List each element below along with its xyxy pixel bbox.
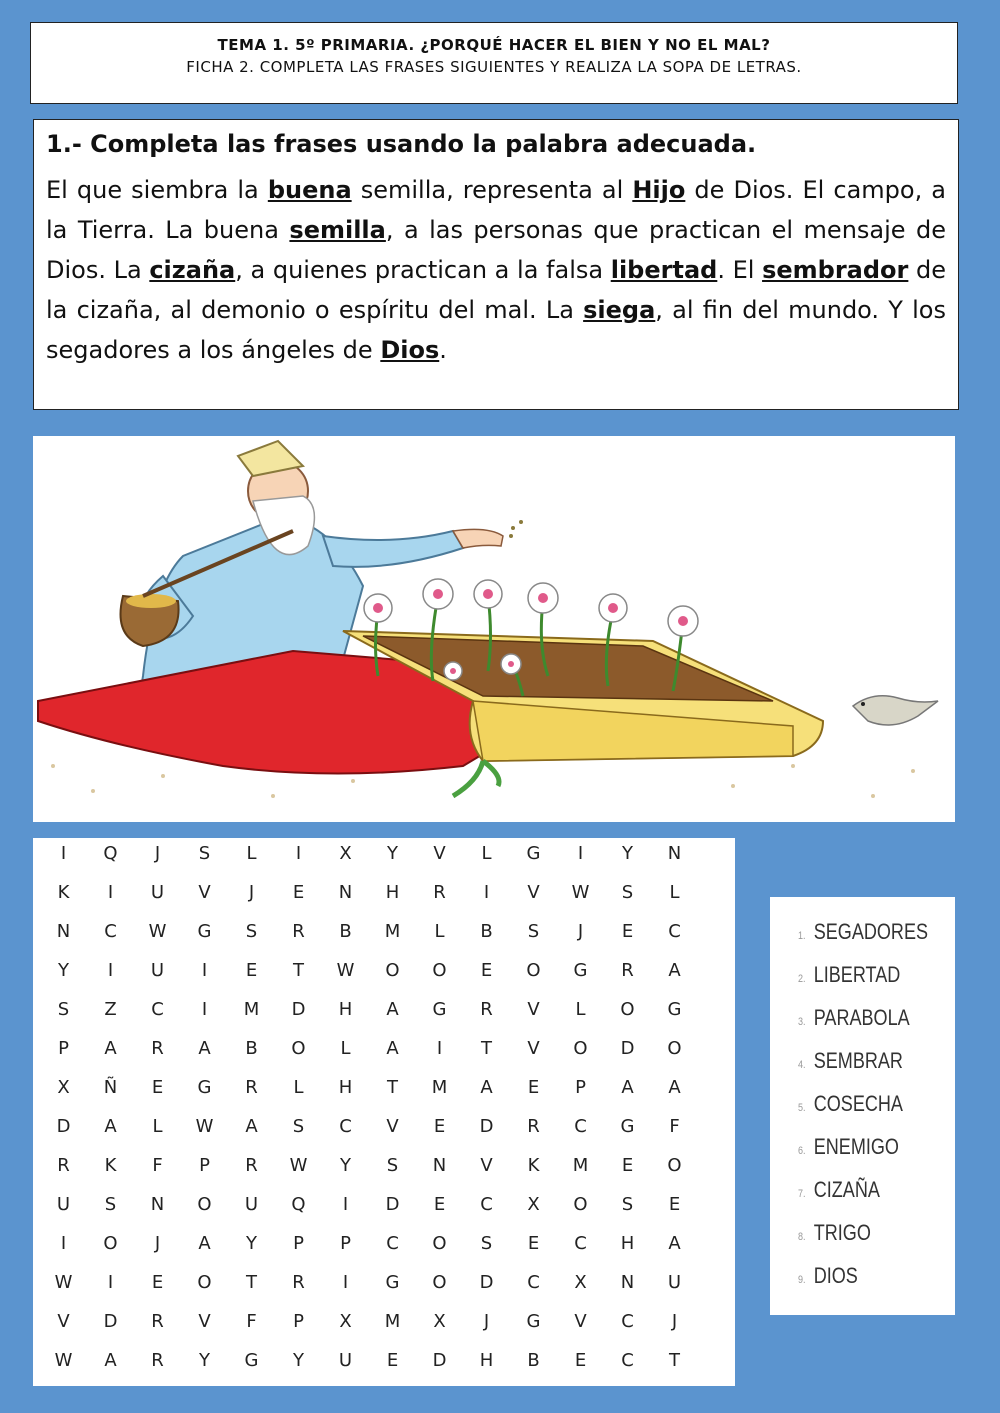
grid-letter[interactable]: R	[151, 1038, 164, 1059]
grid-letter[interactable]: S	[292, 1116, 305, 1137]
grid-letter[interactable]: P	[199, 1155, 210, 1176]
grid-letter[interactable]: U	[150, 960, 165, 981]
word-text: CIZAÑA	[813, 1177, 880, 1202]
sentence-text: .	[439, 336, 447, 364]
grid-letter[interactable]: U	[150, 882, 165, 903]
sentence-text: . El	[717, 256, 763, 284]
grid-letter[interactable]: S	[198, 843, 211, 864]
grid-letter[interactable]: T	[387, 1077, 398, 1098]
header-subtitle: FICHA 2. COMPLETA LAS FRASES SIGUIENTES Y REALIZA LA SOPA DE LETRAS.	[186, 58, 802, 76]
grid-letter[interactable]: G	[432, 999, 447, 1020]
grid-row	[40, 1224, 698, 1263]
grid-letter[interactable]: P	[293, 1233, 304, 1254]
grid-letter[interactable]: J	[248, 882, 255, 903]
word-list-item	[798, 962, 900, 988]
word-list-item	[798, 1048, 903, 1074]
grid-letter[interactable]: C	[151, 999, 164, 1020]
grid-letter[interactable]: T	[481, 1038, 492, 1059]
grid-letter[interactable]: W	[289, 1155, 308, 1176]
word-text: PARABOLA	[813, 1005, 910, 1030]
word-number: 6.	[798, 1145, 806, 1157]
grid-letter[interactable]: I	[342, 1194, 349, 1215]
grid-letter[interactable]: C	[339, 1116, 352, 1137]
grid-row	[40, 1068, 698, 1107]
grid-letter[interactable]: A	[621, 1077, 634, 1098]
word-list-item	[798, 1177, 880, 1203]
grid-letter[interactable]: X	[339, 843, 352, 864]
grid-letter[interactable]: L	[575, 999, 586, 1020]
grid-letter[interactable]: K	[57, 882, 70, 903]
grid-letter[interactable]: B	[527, 1350, 540, 1371]
grid-row	[40, 1107, 698, 1146]
grid-letter[interactable]: D	[479, 1272, 494, 1293]
grid-letter[interactable]: U	[56, 1194, 71, 1215]
grid-letter[interactable]: C	[527, 1272, 540, 1293]
sentence-text: de la cizaña, al demonio o espíritu del mal. La	[46, 256, 946, 324]
grid-letter[interactable]: D	[103, 1311, 118, 1332]
grid-letter[interactable]: C	[621, 1350, 634, 1371]
grid-letter[interactable]: O	[667, 1038, 682, 1059]
grid-letter[interactable]: W	[195, 1116, 214, 1137]
exercise-title: 1.- Completa las frases usando la palabra adecuada.	[46, 130, 757, 158]
grid-letter[interactable]: S	[621, 882, 634, 903]
grid-letter[interactable]: R	[527, 1116, 540, 1137]
grid-letter[interactable]: G	[385, 1272, 400, 1293]
grid-letter[interactable]: R	[151, 1350, 164, 1371]
grid-letter[interactable]: V	[574, 1311, 587, 1332]
grid-letter[interactable]: H	[338, 1077, 353, 1098]
grid-letter[interactable]: N	[432, 1155, 447, 1176]
grid-letter[interactable]: Y	[293, 1350, 304, 1371]
grid-letter[interactable]: E	[621, 921, 634, 942]
grid-letter[interactable]: E	[527, 1077, 540, 1098]
grid-letter[interactable]: D	[56, 1116, 71, 1137]
grid-letter[interactable]: I	[60, 843, 67, 864]
grid-letter[interactable]: Y	[387, 843, 398, 864]
grid-letter[interactable]: R	[480, 999, 493, 1020]
grid-letter[interactable]: H	[385, 882, 400, 903]
sentence-text: de Dios. El campo, a la Tierra. La buena	[46, 176, 947, 244]
grid-letter[interactable]: A	[480, 1077, 493, 1098]
grid-letter[interactable]: P	[58, 1038, 69, 1059]
answer-word: buena	[267, 176, 352, 204]
word-number: 2.	[798, 973, 806, 985]
grid-letter[interactable]: A	[104, 1038, 117, 1059]
sentence-text: El que siembra la	[46, 176, 268, 204]
grid-letter[interactable]: O	[432, 960, 447, 981]
grid-letter[interactable]: E	[433, 1194, 446, 1215]
grid-letter[interactable]: Q	[291, 1194, 306, 1215]
grid-letter[interactable]: Y	[340, 1155, 351, 1176]
grid-letter[interactable]: J	[154, 843, 161, 864]
grid-letter[interactable]: O	[432, 1272, 447, 1293]
grid-letter[interactable]: O	[103, 1233, 118, 1254]
grid-letter[interactable]: H	[338, 999, 353, 1020]
grid-letter[interactable]: S	[245, 921, 258, 942]
grid-row	[40, 1263, 698, 1302]
word-list-item	[798, 1220, 871, 1246]
grid-letter[interactable]: X	[574, 1272, 587, 1293]
sentence-text: , a quienes practican a la falsa	[235, 256, 611, 284]
sower-illustration	[33, 436, 955, 822]
grid-letter[interactable]: V	[527, 882, 540, 903]
grid-letter[interactable]: E	[480, 960, 493, 981]
word-text: TRIGO	[813, 1220, 871, 1245]
grid-letter[interactable]: E	[151, 1077, 164, 1098]
grid-letter[interactable]: V	[198, 1311, 211, 1332]
grid-letter[interactable]: R	[57, 1155, 70, 1176]
grid-letter[interactable]: E	[292, 882, 305, 903]
exercise-paragraph	[46, 170, 946, 370]
grid-letter[interactable]: A	[668, 1233, 681, 1254]
grid-letter[interactable]: A	[386, 1038, 399, 1059]
word-number: 8.	[798, 1231, 806, 1243]
grid-letter[interactable]: D	[620, 1038, 635, 1059]
answer-word: Dios	[380, 336, 440, 364]
grid-letter[interactable]: G	[667, 999, 682, 1020]
word-list	[770, 897, 955, 1315]
grid-letter[interactable]: G	[526, 843, 541, 864]
grid-letter[interactable]: E	[668, 1194, 681, 1215]
grid-letter[interactable]: K	[527, 1155, 540, 1176]
grid-letter[interactable]: W	[571, 882, 590, 903]
grid-letter[interactable]: V	[527, 1038, 540, 1059]
grid-letter[interactable]: P	[293, 1311, 304, 1332]
grid-row	[40, 990, 698, 1029]
grid-letter[interactable]: U	[338, 1350, 353, 1371]
grid-letter[interactable]: V	[527, 999, 540, 1020]
grid-letter[interactable]: I	[436, 1038, 443, 1059]
grid-letter[interactable]: A	[198, 1233, 211, 1254]
grid-letter[interactable]: X	[57, 1077, 70, 1098]
word-list-item	[798, 1091, 903, 1117]
sower-drawing	[33, 436, 955, 822]
grid-letter[interactable]: H	[479, 1350, 494, 1371]
grid-letter[interactable]: G	[573, 960, 588, 981]
grid-letter[interactable]: V	[433, 843, 446, 864]
grid-letter[interactable]: T	[246, 1272, 257, 1293]
grid-row	[40, 873, 698, 912]
answer-word: sembrador	[762, 256, 909, 284]
grid-letter[interactable]: R	[245, 1077, 258, 1098]
grid-letter[interactable]: A	[104, 1116, 117, 1137]
grid-letter[interactable]: A	[104, 1350, 117, 1371]
grid-letter[interactable]: A	[668, 960, 681, 981]
grid-letter[interactable]: U	[244, 1194, 259, 1215]
grid-letter[interactable]: S	[527, 921, 540, 942]
word-number: 7.	[798, 1188, 806, 1200]
word-list-item	[798, 1263, 858, 1289]
grid-letter[interactable]: I	[483, 882, 490, 903]
grid-letter[interactable]: E	[245, 960, 258, 981]
grid-letter[interactable]: L	[340, 1038, 351, 1059]
exercise-box	[33, 119, 959, 410]
grid-letter[interactable]: R	[245, 1155, 258, 1176]
grid-letter[interactable]: I	[342, 1272, 349, 1293]
grid-letter[interactable]: E	[574, 1350, 587, 1371]
grid-letter[interactable]: T	[293, 960, 304, 981]
grid-letter[interactable]: W	[54, 1272, 73, 1293]
grid-letter[interactable]: B	[245, 1038, 258, 1059]
grid-letter[interactable]: A	[668, 1077, 681, 1098]
grid-letter[interactable]: D	[432, 1350, 447, 1371]
grid-row	[40, 1302, 698, 1341]
grid-letter[interactable]: R	[151, 1311, 164, 1332]
grid-letter[interactable]: H	[620, 1233, 635, 1254]
grid-letter[interactable]: G	[197, 921, 212, 942]
grid-letter[interactable]: D	[385, 1194, 400, 1215]
grid-letter[interactable]: W	[54, 1350, 73, 1371]
sentence-text: semilla, representa al	[351, 176, 633, 204]
word-number: 1.	[798, 930, 806, 942]
grid-letter[interactable]: L	[293, 1077, 304, 1098]
grid-letter[interactable]: I	[107, 882, 114, 903]
grid-letter[interactable]: O	[667, 1155, 682, 1176]
word-number: 3.	[798, 1016, 806, 1028]
grid-letter[interactable]: G	[244, 1350, 259, 1371]
answer-word: semilla	[289, 216, 386, 244]
grid-letter[interactable]: O	[432, 1233, 447, 1254]
grid-letter[interactable]: D	[291, 999, 306, 1020]
grid-letter[interactable]: C	[574, 1233, 587, 1254]
sentence-text: , al fin del mundo. Y los segadores a los ángeles de	[46, 296, 946, 364]
grid-letter[interactable]: O	[620, 999, 635, 1020]
grid-letter[interactable]: R	[621, 960, 634, 981]
grid-letter[interactable]: N	[150, 1194, 165, 1215]
word-number: 5.	[798, 1102, 806, 1114]
grid-letter[interactable]: L	[246, 843, 257, 864]
grid-letter[interactable]: J	[671, 1311, 678, 1332]
grid-letter[interactable]: I	[577, 843, 584, 864]
grid-letter[interactable]: Y	[246, 1233, 257, 1254]
grid-letter[interactable]: I	[60, 1233, 67, 1254]
grid-letter[interactable]: S	[621, 1194, 634, 1215]
grid-letter[interactable]: M	[572, 1155, 589, 1176]
grid-letter[interactable]: I	[107, 1272, 114, 1293]
sentence-text: , a las personas que practican el mensaje de Dios. La	[46, 216, 947, 284]
grid-letter[interactable]: N	[667, 843, 682, 864]
grid-letter[interactable]: F	[246, 1311, 257, 1332]
grid-letter[interactable]: O	[573, 1038, 588, 1059]
answer-word: siega	[583, 296, 656, 324]
grid-letter[interactable]: M	[431, 1077, 448, 1098]
grid-letter[interactable]: L	[152, 1116, 163, 1137]
word-text: DIOS	[813, 1263, 858, 1288]
grid-letter[interactable]: J	[483, 1311, 490, 1332]
answer-word: cizaña	[149, 256, 236, 284]
grid-letter[interactable]: E	[433, 1116, 446, 1137]
grid-letter[interactable]: I	[295, 843, 302, 864]
grid-letter[interactable]: U	[667, 1272, 682, 1293]
grid-letter[interactable]: W	[148, 921, 167, 942]
grid-letter[interactable]: N	[338, 882, 353, 903]
grid-letter[interactable]: L	[434, 921, 445, 942]
word-text: SEMBRAR	[813, 1048, 903, 1073]
grid-letter[interactable]: S	[386, 1155, 399, 1176]
grid-letter[interactable]: D	[479, 1116, 494, 1137]
grid-letter[interactable]: Y	[199, 1350, 210, 1371]
grid-row	[40, 1029, 698, 1068]
grid-letter[interactable]: V	[480, 1155, 493, 1176]
grid-letter[interactable]: Z	[104, 999, 117, 1020]
word-list-item	[798, 1134, 899, 1160]
grid-letter[interactable]: G	[526, 1311, 541, 1332]
header-title: TEMA 1. 5º PRIMARIA. ¿PORQUÉ HACER EL BIEN Y NO EL MAL?	[217, 36, 771, 54]
grid-letter[interactable]: S	[104, 1194, 117, 1215]
ground-specks	[51, 764, 915, 798]
grid-letter[interactable]: V	[198, 882, 211, 903]
grid-letter[interactable]: O	[197, 1272, 212, 1293]
grid-letter[interactable]: O	[197, 1194, 212, 1215]
grid-letter[interactable]: P	[575, 1077, 586, 1098]
answer-word: libertad	[610, 256, 718, 284]
grid-letter[interactable]: E	[386, 1350, 399, 1371]
word-number: 4.	[798, 1059, 806, 1071]
grid-row	[40, 1341, 698, 1380]
grid-letter[interactable]: A	[198, 1038, 211, 1059]
grid-letter[interactable]: O	[526, 960, 541, 981]
grid-letter[interactable]: T	[669, 1350, 680, 1371]
grid-letter[interactable]: O	[385, 960, 400, 981]
grid-letter[interactable]: L	[669, 882, 680, 903]
word-search-grid	[33, 838, 735, 1386]
grid-letter[interactable]: X	[527, 1194, 540, 1215]
grid-letter[interactable]: Q	[103, 843, 118, 864]
grid-row	[40, 1185, 698, 1224]
grid-letter[interactable]: I	[201, 999, 208, 1020]
grid-letter[interactable]: V	[57, 1311, 70, 1332]
grid-letter[interactable]: M	[384, 921, 401, 942]
grid-letter[interactable]: N	[56, 921, 71, 942]
grid-letter[interactable]: Ñ	[103, 1077, 118, 1098]
grid-letter[interactable]: I	[107, 960, 114, 981]
grid-letter[interactable]: Y	[58, 960, 69, 981]
grid-letter[interactable]: X	[433, 1311, 446, 1332]
grid-row	[40, 1146, 698, 1185]
grid-letter[interactable]: M	[384, 1311, 401, 1332]
grid-letter[interactable]: R	[292, 921, 305, 942]
grid-letter[interactable]: I	[201, 960, 208, 981]
word-text: COSECHA	[813, 1091, 903, 1116]
grid-letter[interactable]: S	[480, 1233, 493, 1254]
grid-letter[interactable]: C	[621, 1311, 634, 1332]
grid-letter[interactable]: C	[668, 921, 681, 942]
grid-letter[interactable]: K	[104, 1155, 117, 1176]
answer-word: Hijo	[632, 176, 686, 204]
grid-row	[40, 951, 698, 990]
grid-letter[interactable]: A	[245, 1116, 258, 1137]
word-list-item	[798, 919, 928, 945]
grid-letter[interactable]: B	[480, 921, 493, 942]
grid-letter[interactable]: M	[243, 999, 260, 1020]
grid-letter[interactable]: G	[197, 1077, 212, 1098]
grid-letter[interactable]: F	[669, 1116, 680, 1137]
grid-letter[interactable]: J	[154, 1233, 161, 1254]
grid-letter[interactable]: R	[292, 1272, 305, 1293]
grid-letter[interactable]: N	[620, 1272, 635, 1293]
word-number: 9.	[798, 1274, 806, 1286]
grid-letter[interactable]: A	[386, 999, 399, 1020]
grid-letter[interactable]: Y	[622, 843, 633, 864]
grid-letter[interactable]: O	[573, 1194, 588, 1215]
grid-letter[interactable]: S	[57, 999, 70, 1020]
grid-letter[interactable]: V	[386, 1116, 399, 1137]
grid-row	[40, 834, 698, 873]
grid-letter[interactable]: E	[527, 1233, 540, 1254]
grid-letter[interactable]: F	[152, 1155, 163, 1176]
grid-letter[interactable]: P	[340, 1233, 351, 1254]
grid-letter[interactable]: C	[574, 1116, 587, 1137]
word-list-item	[798, 1005, 910, 1031]
word-text: LIBERTAD	[813, 962, 901, 987]
grid-letter[interactable]: E	[621, 1155, 634, 1176]
grid-letter[interactable]: C	[386, 1233, 399, 1254]
grid-letter[interactable]: B	[339, 921, 352, 942]
grid-row	[40, 912, 698, 951]
worksheet-header	[30, 22, 958, 104]
grid-letter[interactable]: W	[336, 960, 355, 981]
grid-letter[interactable]: L	[481, 843, 492, 864]
grid-letter[interactable]: R	[433, 882, 446, 903]
word-text: ENEMIGO	[813, 1134, 899, 1159]
word-text: SEGADORES	[813, 919, 929, 944]
grid-letter[interactable]: X	[339, 1311, 352, 1332]
grid-letter[interactable]: C	[480, 1194, 493, 1215]
grid-letter[interactable]: O	[291, 1038, 306, 1059]
grid-letter[interactable]: G	[620, 1116, 635, 1137]
grid-letter[interactable]: J	[577, 921, 584, 942]
grid-letter[interactable]: C	[104, 921, 117, 942]
grid-letter[interactable]: E	[151, 1272, 164, 1293]
